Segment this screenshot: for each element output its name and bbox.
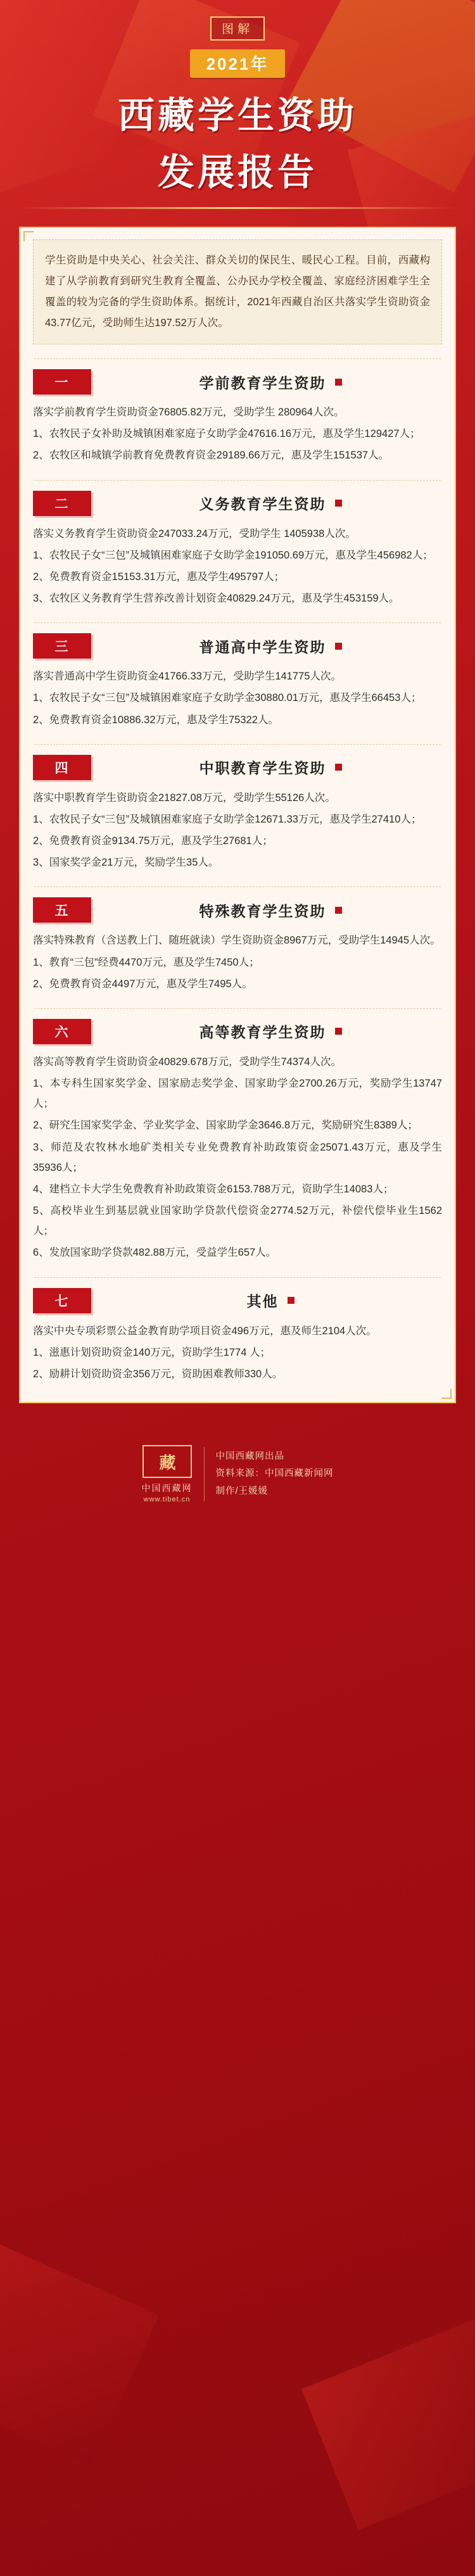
section-6-line-3: 2、研究生国家奖学金、学业奖学金、国家助学金3646.8万元，奖励研究生8389人； [33, 1120, 418, 1132]
decor-shard-6 [301, 2318, 475, 2530]
section-1-line-3: 2、农牧区和城镇学前教育免费教育资金29189.66万元，惠及学生151537人。 [33, 450, 390, 462]
section-1-number: 一 [33, 369, 91, 395]
section-3-title-wrap [99, 636, 442, 657]
section-5-number: 五 [33, 897, 91, 923]
content-card [19, 227, 456, 1403]
section-4-line-1: 落实中职教育学生资助资金21827.08万元，受助学生55126人次。 [33, 792, 336, 804]
section-3-line-3: 2、免费教育资金10886.32万元，惠及学生75322人。 [33, 714, 279, 726]
poster-footer [0, 1429, 475, 1522]
section-1-line-1: 落实学前教育学生资助资金76805.82万元，受助学生 280964人次。 [33, 407, 345, 418]
section-1-line-2: 1、农牧民子女补助及城镇困难家庭子女助学金47616.16万元，惠及学生129427人； [33, 428, 421, 440]
section-6-line-1: 落实高等教育学生资助资金40829.678万元，受助学生74374人次。 [33, 1056, 341, 1068]
section-5 [33, 887, 442, 994]
section-4-title: 中职教育学生资助 [199, 760, 326, 777]
section-1-title: 学前教育学生资助 [199, 374, 326, 391]
section-2-line-4: 3、农牧区义务教育学生营养改善计划资金40829.24万元，惠及学生453159人。 [33, 593, 400, 605]
section-6-number: 六 [33, 1019, 91, 1044]
section-2-body [33, 524, 442, 609]
section-4-body [33, 788, 442, 873]
section-1 [33, 358, 442, 466]
section-4-head [33, 755, 442, 780]
section-7 [33, 1277, 442, 1385]
section-3-number: 三 [33, 633, 91, 659]
section-separator [34, 1008, 441, 1009]
page-title-line2: 发展报告 [157, 152, 317, 193]
section-4-title-wrap [99, 757, 442, 778]
section-5-title-wrap [99, 900, 442, 921]
square-marker-icon [335, 1028, 342, 1035]
section-2-head [33, 491, 442, 516]
section-2-title-wrap [99, 493, 442, 514]
section-3-title: 普通高中学生资助 [199, 638, 326, 655]
intro-paragraph: 学生资助是中央关心、社会关注、群众关切的保民生、暖民心工程。目前，西藏构建了从学前教育到研究生教育全覆盖、公办民办学校全覆盖、家庭经济困难学生全覆盖的较为完备的学生资助体系。据统计，2021年西藏自治区共落实学生资助资金43.77亿元，受助师生达197.52万人次。 [33, 239, 442, 344]
section-1-head [33, 369, 442, 395]
section-4-line-4: 3、国家奖学金21万元，奖励学生35人。 [33, 857, 219, 869]
section-7-number: 七 [33, 1288, 91, 1313]
header-year: 2021年 [190, 49, 286, 78]
section-6-line-6: 5、高校毕业生到基层就业国家助学贷款代偿资金2774.52万元，补偿代偿毕业生1562人； [33, 1205, 442, 1237]
section-7-line-1: 落实中央专项彩票公益金教育助学项目资金496万元，惠及师生2104人次。 [33, 1325, 377, 1337]
section-6-body [33, 1052, 442, 1263]
square-marker-icon [288, 1297, 294, 1304]
logo-url: www.tibet.cn [143, 1496, 191, 1504]
footer-divider [204, 1447, 205, 1501]
section-separator [34, 1277, 441, 1278]
section-6 [33, 1008, 442, 1263]
section-7-line-3: 2、励耕计划资助资金356万元，资助困难教师330人。 [33, 1368, 283, 1380]
section-3 [33, 622, 442, 730]
header-tag: 图解 [210, 16, 265, 41]
section-2-number: 二 [33, 491, 91, 516]
section-separator [34, 622, 441, 623]
section-4-number: 四 [33, 755, 91, 780]
section-6-title-wrap [99, 1021, 442, 1042]
header-divider [19, 207, 456, 209]
section-2 [33, 480, 442, 609]
section-6-line-5: 4、建档立卡大学生免费教育补助政策资金6153.788万元，资助学生14083人； [33, 1183, 394, 1195]
section-4-line-3: 2、免费教育资金9134.75万元，惠及学生27681人； [33, 835, 273, 847]
section-7-title-wrap [99, 1290, 442, 1311]
section-6-title: 高等教育学生资助 [199, 1024, 326, 1041]
footer-credits [216, 1448, 334, 1501]
section-3-line-2: 1、农牧民子女“三包”及城镇困难家庭子女助学金30880.01万元，惠及学生66453人； [33, 692, 422, 704]
section-1-title-wrap [99, 372, 442, 393]
header-year-wrap [0, 49, 475, 78]
section-separator [34, 744, 441, 745]
square-marker-icon [335, 643, 342, 650]
page-title-line1: 西藏学生资助 [117, 95, 357, 136]
square-marker-icon [335, 907, 342, 914]
section-separator [34, 480, 441, 481]
square-marker-icon [335, 379, 342, 386]
section-7-body [33, 1321, 442, 1385]
section-5-line-1: 落实特殊教育（含送教上门、随班就读）学生资助资金8967万元，受助学生14945人次。 [33, 935, 441, 947]
footer-line-2: 资料来源：中国西藏新闻网 [215, 1468, 334, 1479]
section-7-title: 其他 [246, 1293, 279, 1310]
section-1-body [33, 402, 442, 466]
section-4-line-2: 1、农牧民子女“三包”及城镇困难家庭子女助学金12671.33万元，惠及学生27410人； [33, 813, 422, 825]
section-2-line-3: 2、免费教育资金15153.31万元，惠及学生495797人； [33, 571, 285, 583]
section-4 [33, 744, 442, 873]
site-logo [142, 1445, 193, 1503]
section-3-line-1: 落实普通高中学生资助资金41766.33万元，受助学生141775人次。 [33, 671, 341, 683]
logo-text: 中国西藏网 [141, 1483, 193, 1494]
footer-line-3: 制作/王媛媛 [215, 1486, 269, 1496]
section-6-line-4: 3、师范及农牧林水地矿类相关专业免费教育补助政策资金25071.43万元，惠及学生35936人； [33, 1141, 442, 1173]
square-marker-icon [335, 764, 342, 771]
section-7-head [33, 1288, 442, 1313]
section-5-line-3: 2、免费教育资金4497万元，惠及学生7495人。 [33, 978, 253, 990]
section-6-line-2: 1、本专科生国家奖学金、国家励志奖学金、国家助学金2700.26万元，奖励学生13747人； [33, 1078, 442, 1110]
poster-header [0, 0, 475, 215]
section-6-line-7: 6、发放国家助学贷款482.88万元，受益学生657人。 [33, 1247, 277, 1259]
section-2-line-1: 落实义务教育学生资助资金247033.24万元，受助学生 1405938人次。 [33, 527, 356, 540]
section-3-body [33, 666, 442, 730]
section-5-head [33, 897, 442, 923]
section-separator [34, 358, 441, 359]
section-7-line-2: 1、滋惠计划资助资金140万元，资助学生1774 人； [33, 1346, 270, 1358]
footer-line-1: 中国西藏网出品 [215, 1451, 284, 1462]
logo-mark-icon: 藏 [142, 1445, 192, 1478]
decor-shard-5 [0, 2243, 159, 2465]
square-marker-icon [335, 500, 342, 507]
section-6-head [33, 1019, 442, 1044]
section-5-body [33, 930, 442, 994]
section-3-head [33, 633, 442, 659]
section-2-title: 义务教育学生资助 [199, 496, 326, 513]
section-5-title: 特殊教育学生资助 [199, 902, 326, 919]
section-2-line-2: 1、农牧民子女“三包”及城镇困难家庭子女助学金191050.69万元，惠及学生456982人； [33, 549, 433, 561]
section-5-line-2: 1、教育“三包”经费4470万元，惠及学生7450人； [33, 956, 260, 968]
